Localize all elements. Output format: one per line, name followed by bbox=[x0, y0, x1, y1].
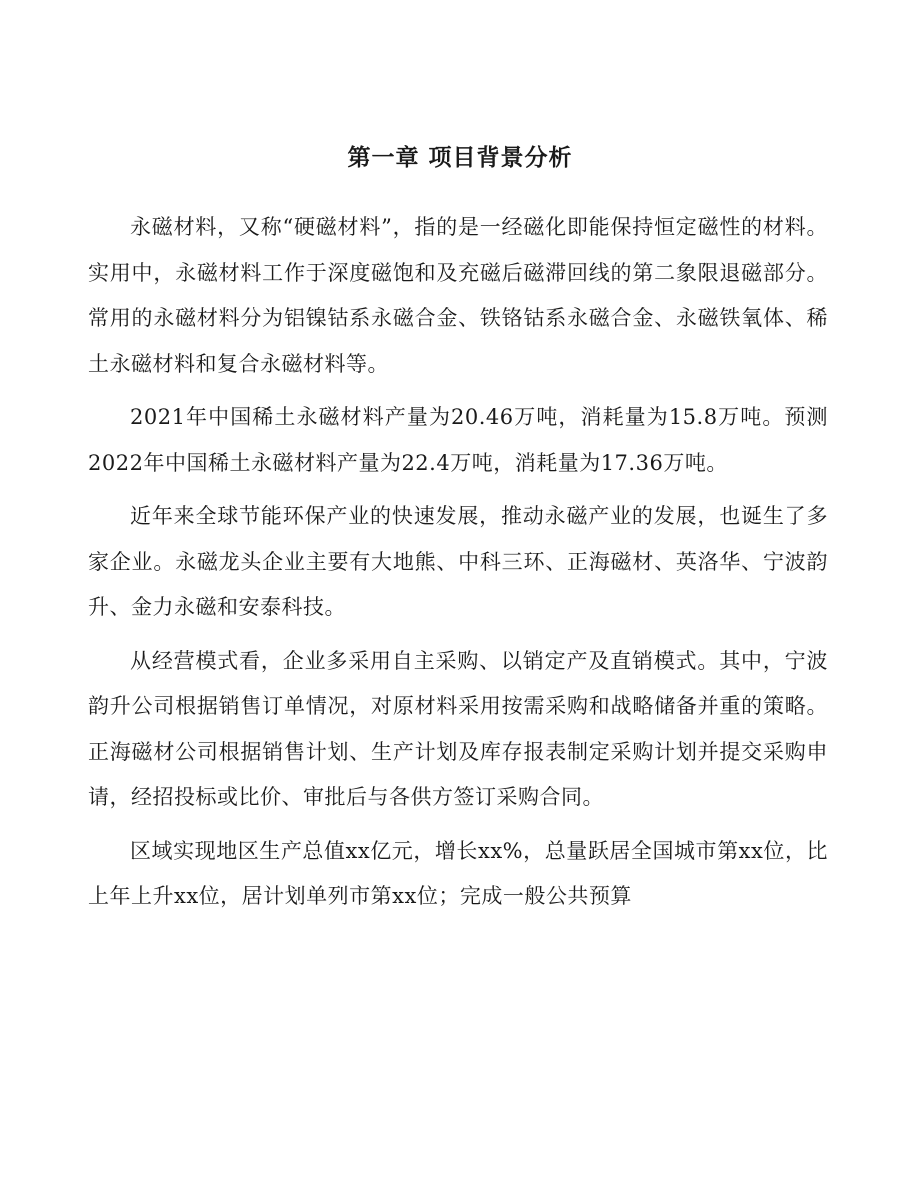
body-text bbox=[88, 205, 828, 928]
paragraph-regional-economy: 区域实现地区生产总值xx亿元，增长xx%，总量跃居全国城市第xx位，比上年上升xx位，居计划单列市第xx位；完成一般公共预算 bbox=[88, 838, 828, 908]
paragraph-permanent-magnet-definition: 永磁材料，又称“硬磁材料”，指的是一经磁化即能保持恒定磁性的材料。实用中，永磁材料工作于深度磁饱和及充磁后磁滞回线的第二象限退磁部分。常用的永磁材料分为铝镍钴系永磁合金、铁铬钴系永磁合金、永磁铁氧体、稀土永磁材料和复合永磁材料等。 bbox=[88, 215, 828, 376]
paragraph-production-statistics: 2021年中国稀土永磁材料产量为20.46万吨，消耗量为15.8万吨。预测2022年中国稀土永磁材料产量为22.4万吨，消耗量为17.36万吨。 bbox=[88, 405, 828, 475]
paragraph-business-model: 从经营模式看，企业多采用自主采购、以销定产及直销模式。其中，宁波韵升公司根据销售订单情况，对原材料采用按需采购和战略储备并重的策略。正海磁材公司根据销售计划、生产计划及库存报表制定采购计划并提交采购申请，经招投标或比价、审批后与各供方签订采购合同。 bbox=[88, 648, 828, 809]
paragraph-industry-enterprises: 近年来全球节能环保产业的快速发展，推动永磁产业的发展，也诞生了多家企业。永磁龙头企业主要有大地熊、中科三环、正海磁材、英洛华、宁波韵升、金力永磁和安泰科技。 bbox=[88, 504, 828, 619]
chapter-title: 第一章 项目背景分析 bbox=[347, 145, 573, 171]
